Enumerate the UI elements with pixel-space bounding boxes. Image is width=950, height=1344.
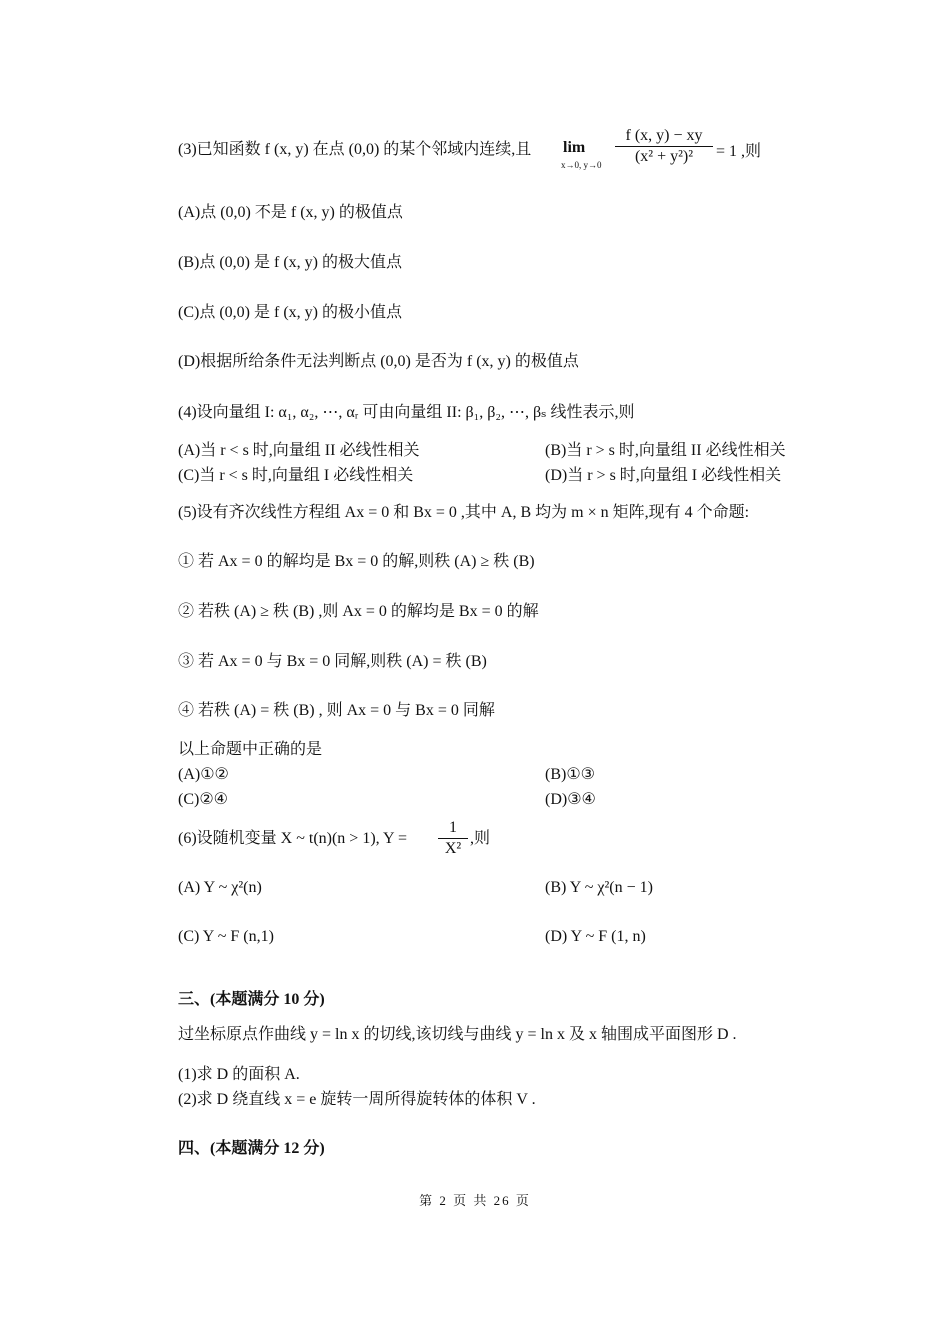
q5-stem: (5)设有齐次线性方程组 Ax = 0 和 Bx = 0 ,其中 A, B 均为 m × n 矩阵,现有 4 个命题: [178,504,750,521]
section-3-title: 三、(本题满分 10 分) [178,991,325,1008]
q5-option-c: (C)②④ [178,791,229,808]
q3-stem: (3)已知函数 f (x, y) 在点 (0,0) 的某个邻域内连续,且 [178,141,532,158]
section-3-part-1: (1)求 D 的面积 A. [178,1066,300,1083]
q3-option-d: (D)根据所给条件无法判断点 (0,0) 是否为 f (x, y) 的极值点 [178,353,579,370]
section-3-part-2: (2)求 D 绕直线 x = e 旋转一周所得旋转体的体积 V . [178,1091,536,1108]
limit-subscript: x→0, y→0 [561,160,602,170]
q3-stem-suffix: = 1 ,则 [716,143,762,160]
q6-fraction [438,818,468,859]
q4-option-d: (D)当 r > s 时,向量组 I 必线性相关 [545,467,782,484]
q4-stem: (4)设向量组 I: α₁, α₂, ⋯, αᵣ 可由向量组 II: β₁, β₂, ⋯, βₛ 线性表示,则 [178,404,635,421]
q6-fraction-numerator: 1 [438,818,468,839]
q4-option-b: (B)当 r > s 时,向量组 II 必线性相关 [545,442,786,459]
q5-ask: 以上命题中正确的是 [178,741,323,758]
page-footer: 第 2 页 共 26 页 [419,1193,531,1208]
q5-prop-3: ③ 若 Ax = 0 与 Bx = 0 同解,则秩 (A) = 秩 (B) [178,653,487,670]
q5-option-d: (D)③④ [545,791,596,808]
q3-fraction-denominator: (x² + y²)² [634,148,694,165]
section-3-body: 过坐标原点作曲线 y = ln x 的切线,该切线与曲线 y = ln x 及 x 轴围成平面图形 D . [178,1026,737,1043]
q6-stem: (6)设随机变量 X ~ t(n)(n > 1), Y = [178,830,408,847]
q5-prop-2: ② 若秩 (A) ≥ 秩 (B) ,则 Ax = 0 的解均是 Bx = 0 的解 [178,603,539,620]
q6-fraction-denominator: X² [444,840,462,857]
q5-option-a: (A)①② [178,766,229,783]
section-4-title: 四、(本题满分 12 分) [178,1140,325,1157]
q5-option-b: (B)①③ [545,766,596,783]
q5-prop-1: ① 若 Ax = 0 的解均是 Bx = 0 的解,则秩 (A) ≥ 秩 (B) [178,553,535,570]
q3-fraction-numerator: f (x, y) − xy [615,126,713,147]
q3-option-a: (A)点 (0,0) 不是 f (x, y) 的极值点 [178,204,403,221]
q4-option-a: (A)当 r < s 时,向量组 II 必线性相关 [178,442,420,459]
q4-option-c: (C)当 r < s 时,向量组 I 必线性相关 [178,467,414,484]
q5-prop-4: ④ 若秩 (A) = 秩 (B) , 则 Ax = 0 与 Bx = 0 同解 [178,702,495,719]
q3-option-c: (C)点 (0,0) 是 f (x, y) 的极小值点 [178,304,402,321]
limit-symbol: lim [563,139,586,156]
q6-option-b: (B) Y ~ χ²(n − 1) [545,879,653,896]
q3-fraction [615,126,713,167]
q6-option-a: (A) Y ~ χ²(n) [178,879,262,896]
q6-option-d: (D) Y ~ F (1, n) [545,928,646,945]
q6-stem-suffix: ,则 [470,830,491,847]
q6-option-c: (C) Y ~ F (n,1) [178,928,274,945]
q3-option-b: (B)点 (0,0) 是 f (x, y) 的极大值点 [178,254,402,271]
